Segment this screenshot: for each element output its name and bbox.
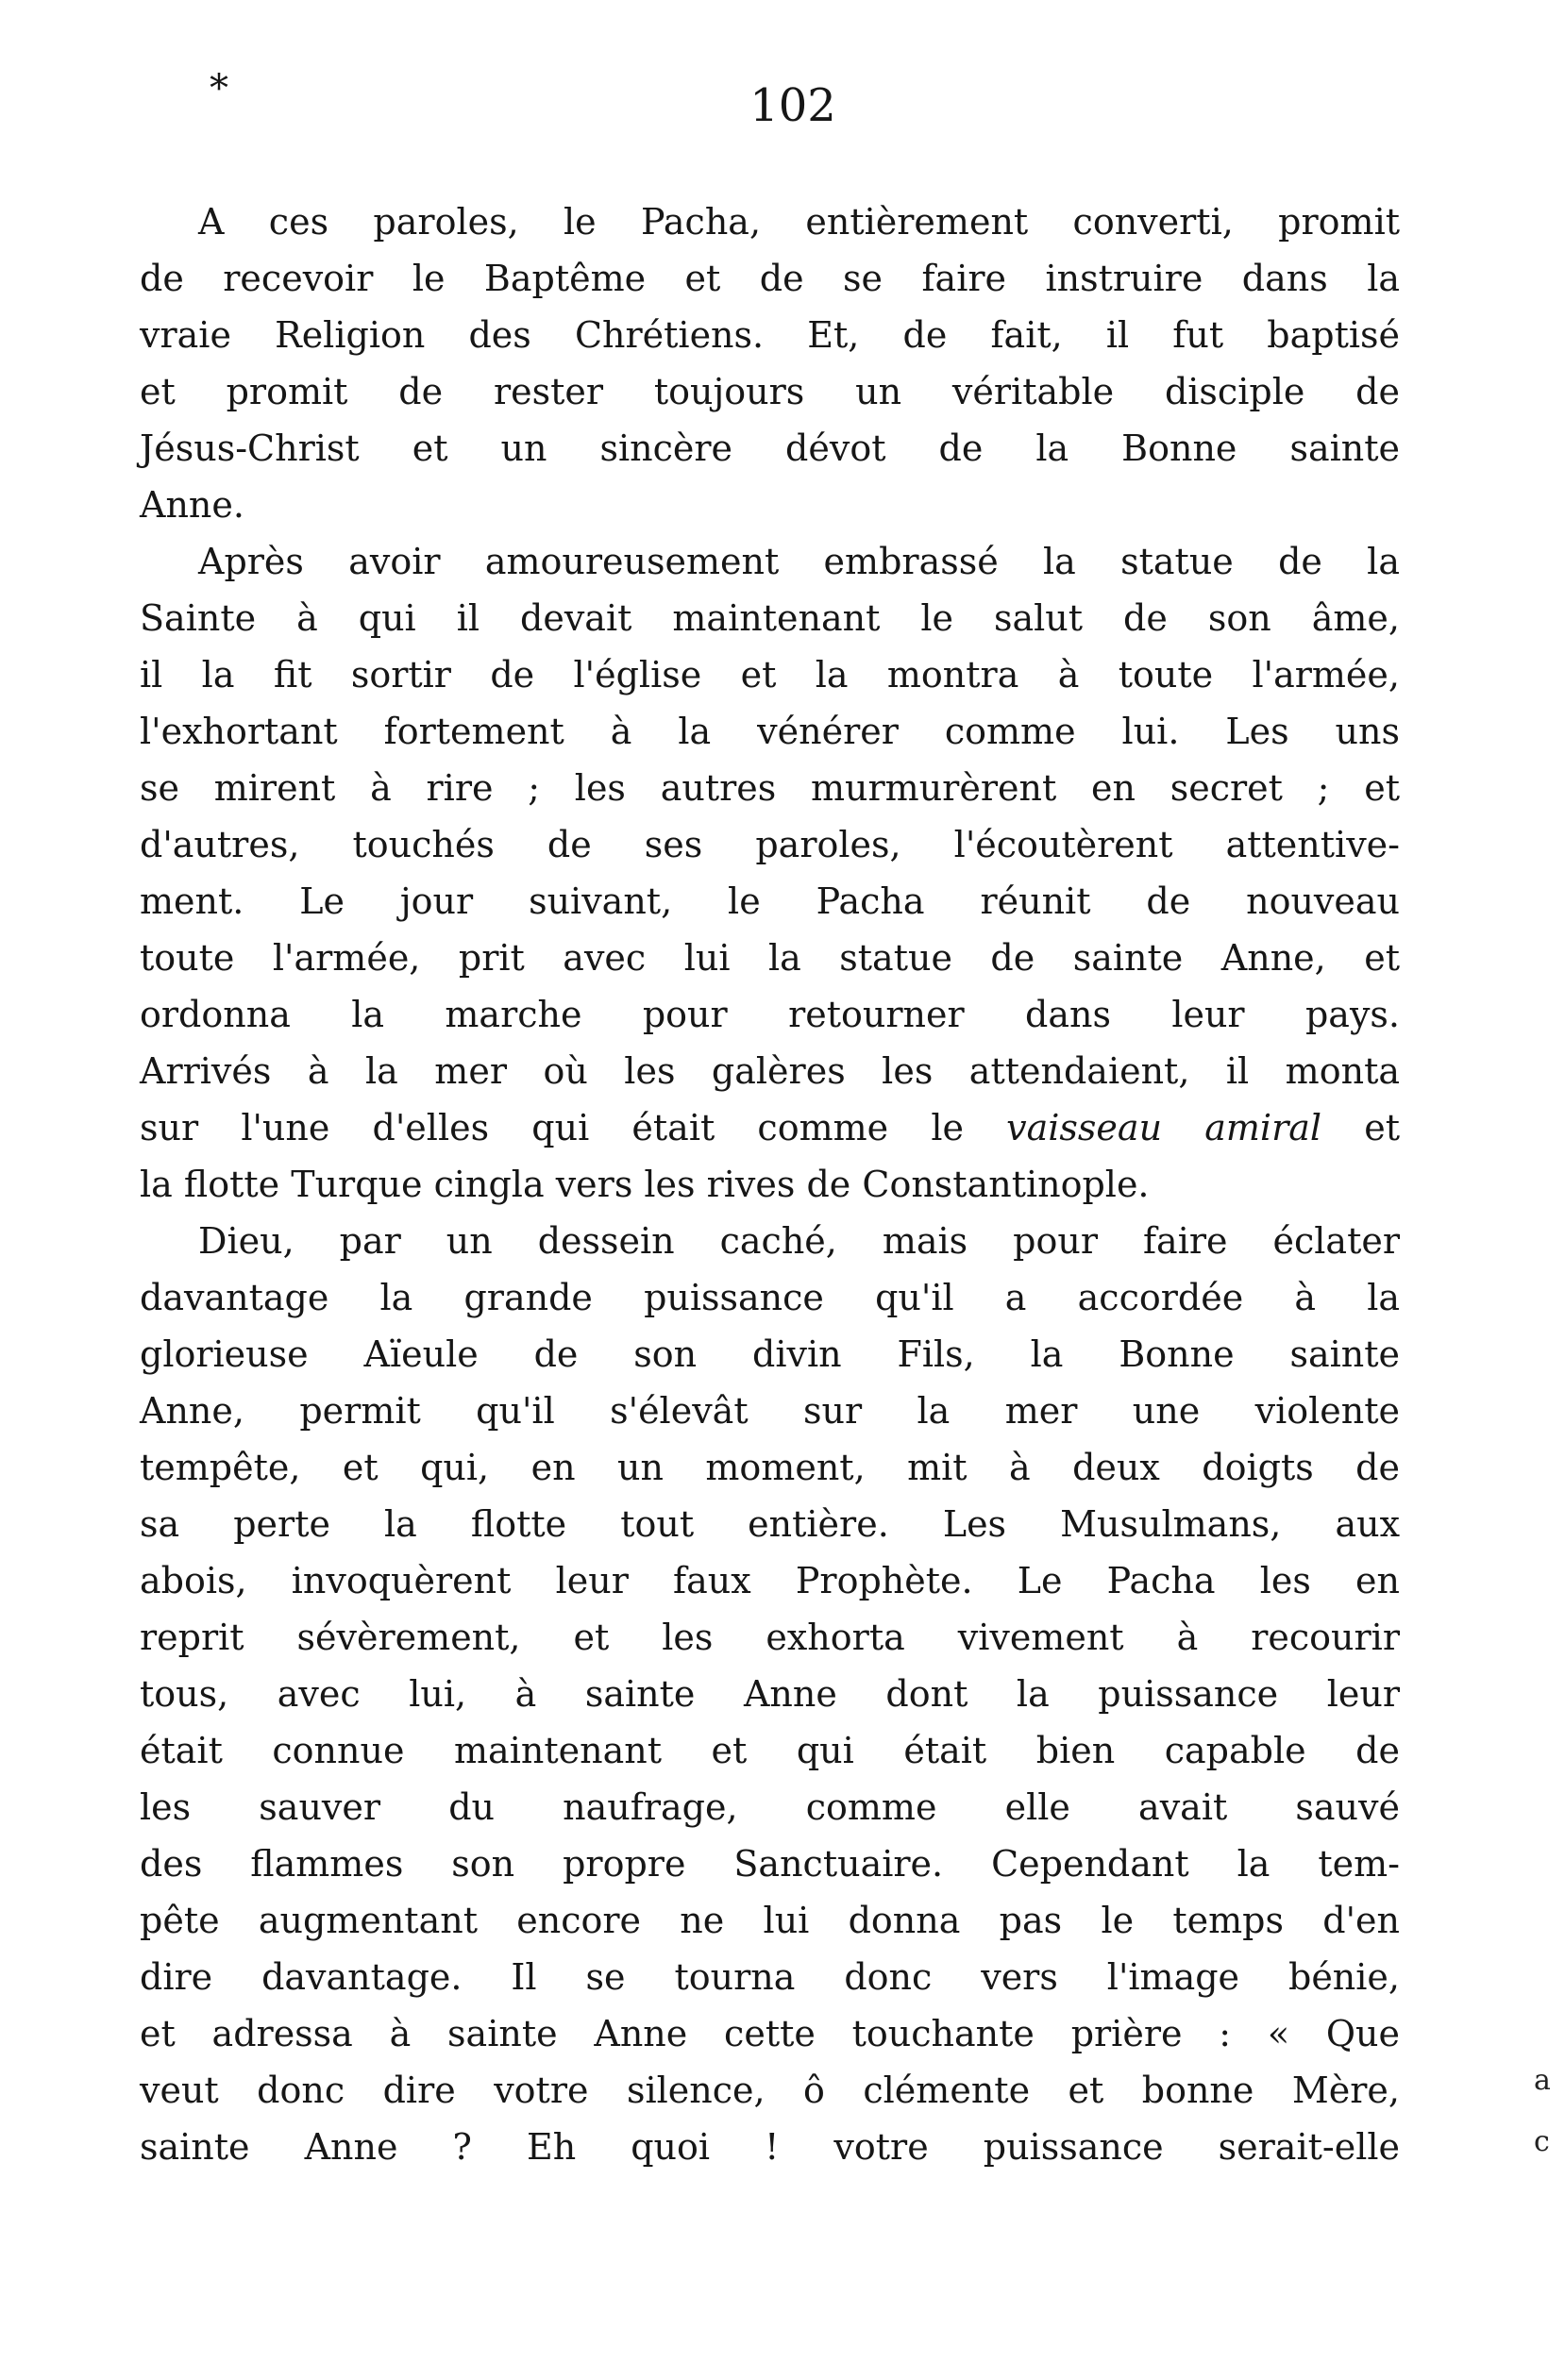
text-line: dire davantage. Il se tourna donc vers l'image bénie,: [140, 1956, 1400, 1998]
text-line: Arrivés à la mer où les galères les attendaient, il monta: [140, 1050, 1400, 1092]
text-line: ordonna la marche pour retourner dans leur pays.: [140, 994, 1400, 1035]
text-line: abois, invoquèrent leur faux Prophète. Le Pacha les en: [140, 1560, 1400, 1601]
text-line: tempête, et qui, en un moment, mit à deux doigts de: [140, 1447, 1400, 1488]
text-line: reprit sévèrement, et les exhorta vivement à recourir: [140, 1617, 1400, 1658]
text-line: Anne, permit qu'il s'élevât sur la mer une violente: [140, 1390, 1400, 1432]
body-text: [140, 193, 1400, 2175]
text-line: Anne.: [140, 484, 244, 526]
text-run: sur l'une d'elles qui était comme le: [140, 1107, 1007, 1148]
text-line: Sainte à qui il devait maintenant le salut de son âme,: [140, 597, 1400, 639]
text-line: pête augmentant encore ne lui donna pas le temps d'en: [140, 1900, 1400, 1941]
italic-phrase: vaisseau amiral: [1006, 1107, 1322, 1148]
text-line: davantage la grande puissance qu'il a accordée à la: [140, 1277, 1400, 1318]
text-line: des flammes son propre Sanctuaire. Cependant la tem-: [140, 1843, 1400, 1885]
text-line: se mirent à rire ; les autres murmurèrent en secret ; et: [140, 767, 1400, 809]
text-run: et: [1321, 1107, 1401, 1148]
text-line: Jésus-Christ et un sincère dévot de la Bonne sainte: [140, 427, 1400, 469]
text-line: ment. Le jour suivant, le Pacha réunit de nouveau: [140, 880, 1400, 922]
text-line: la flotte Turque cingla vers les rives de Constantinople.: [140, 1164, 1150, 1205]
text-line: [140, 1099, 1400, 1156]
ornament-glyph: *: [210, 67, 228, 110]
text-line: et adressa à sainte Anne cette touchante prière : « Que: [140, 2013, 1400, 2054]
text-line: l'exhortant fortement à la vénérer comme lui. Les uns: [140, 711, 1400, 752]
margin-letter: c: [1534, 2125, 1550, 2158]
text-line: glorieuse Aïeule de son divin Fils, la Bonne sainte: [140, 1333, 1400, 1375]
text-line: était connue maintenant et qui était bien capable de: [140, 1730, 1400, 1771]
text-line: veut donc dire votre silence, ô clémente et bonne Mère,: [140, 2070, 1400, 2111]
text-line: sa perte la flotte tout entière. Les Musulmans, aux: [140, 1503, 1400, 1545]
text-line: il la fit sortir de l'église et la montra à toute l'armée,: [140, 654, 1400, 696]
text-line: A ces paroles, le Pacha, entièrement converti, promit: [198, 201, 1400, 243]
text-line: tous, avec lui, à sainte Anne dont la puissance leur: [140, 1673, 1400, 1715]
margin-letter: a: [1534, 2064, 1551, 2097]
text-line: vraie Religion des Chrétiens. Et, de fait, il fut baptisé: [140, 314, 1400, 356]
text-line: sainte Anne ? Eh quoi ! votre puissance serait-elle: [140, 2126, 1400, 2168]
text-line: et promit de rester toujours un véritable disciple de: [140, 371, 1400, 412]
text-line: d'autres, touchés de ses paroles, l'écoutèrent attentive-: [140, 824, 1400, 865]
text-line: toute l'armée, prit avec lui la statue de sainte Anne, et: [140, 937, 1400, 979]
page-number: 102: [749, 79, 836, 132]
text-line: Dieu, par un dessein caché, mais pour faire éclater: [198, 1220, 1400, 1262]
text-line: les sauver du naufrage, comme elle avait sauvé: [140, 1786, 1400, 1828]
text-line: Après avoir amoureusement embrassé la statue de la: [198, 541, 1400, 582]
text-line: de recevoir le Baptême et de se faire instruire dans la: [140, 258, 1400, 299]
